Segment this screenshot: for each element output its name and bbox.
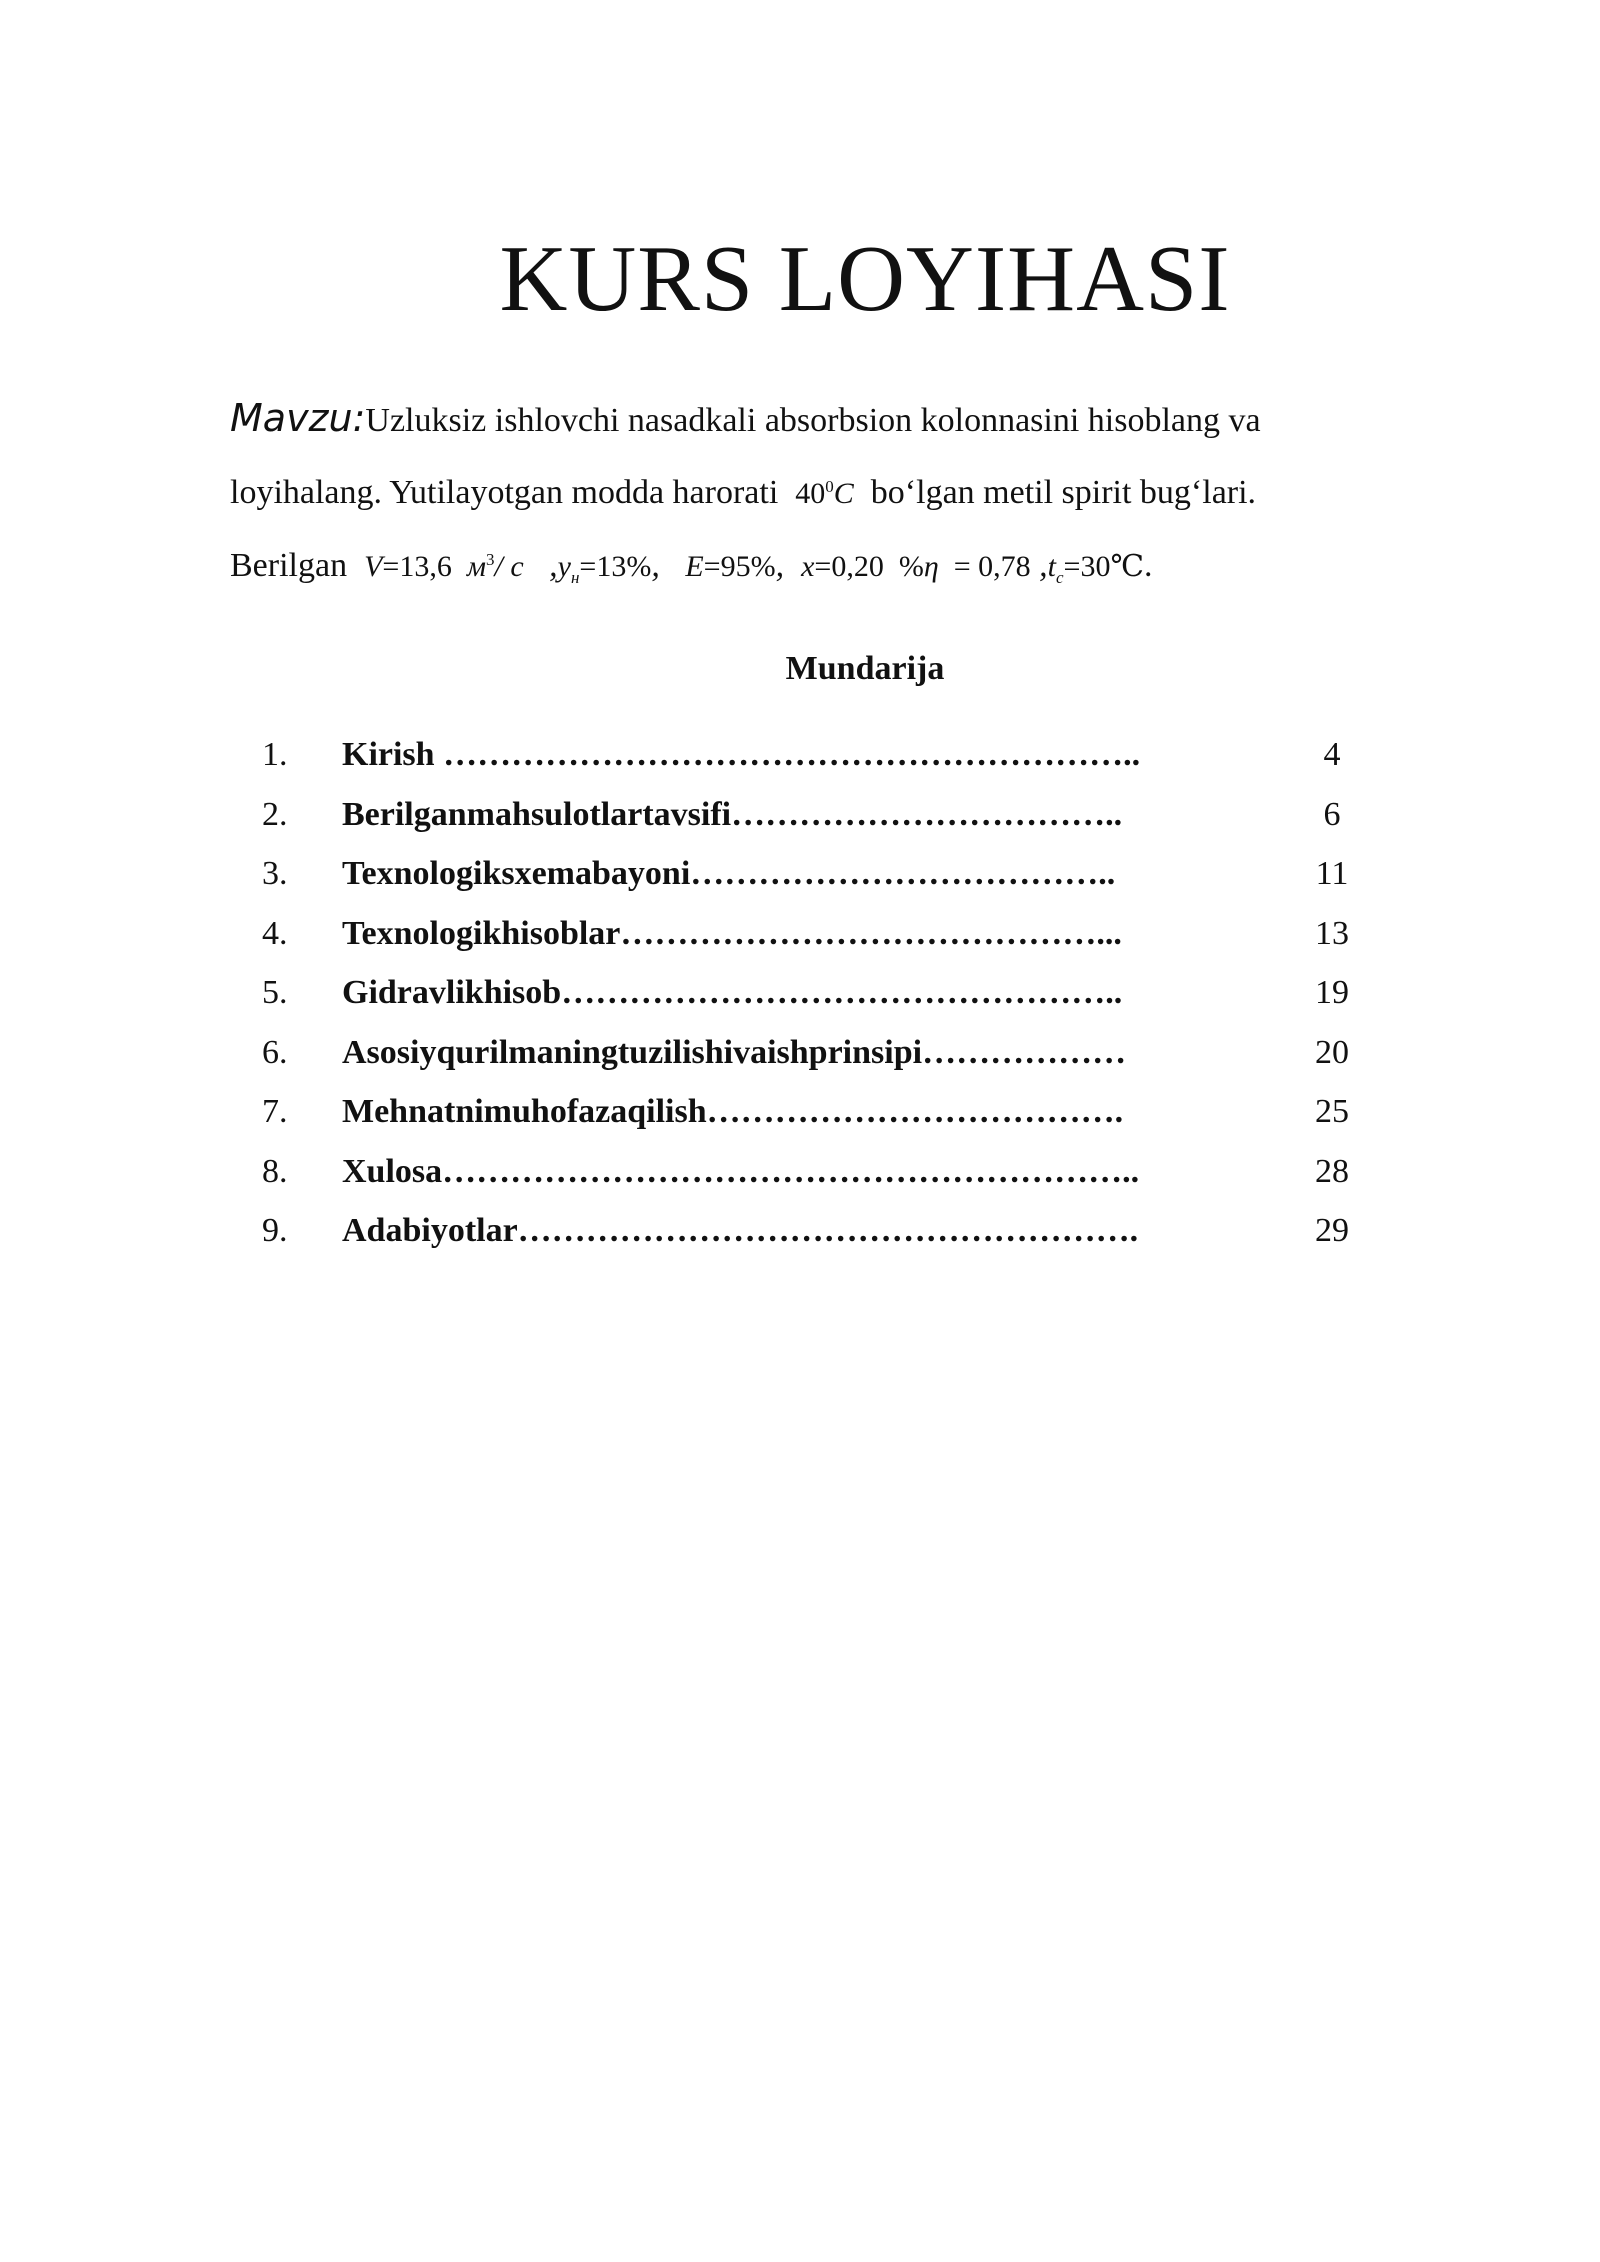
- toc-page-number: 4: [1323, 736, 1341, 773]
- e-value: =95%: [703, 550, 776, 583]
- toc-label: Adabiyotlar……………………………………………….: [342, 1212, 1139, 1249]
- temperature-formula: [795, 477, 854, 510]
- mavzu-text-3: bo‘lgan metil spirit bug‘lari.: [870, 474, 1257, 511]
- toc-item: [262, 1034, 1362, 1094]
- v-value: =13,6: [382, 550, 452, 583]
- toc-number: 4.: [262, 914, 288, 952]
- toc-item: [262, 1093, 1362, 1153]
- toc-number: 9.: [262, 1212, 288, 1249]
- mavzu-label: Mavzu:: [230, 396, 366, 440]
- toc-number: 1.: [262, 736, 288, 773]
- toc-label: Gidravlikhisob…………………………………………..: [342, 974, 1123, 1011]
- separator: ,: [775, 547, 785, 584]
- v-unit-sup: 3: [485, 550, 495, 569]
- param-x: [801, 550, 1031, 583]
- toc-page-number: 6: [1323, 795, 1341, 833]
- toc-item: [262, 974, 1362, 1034]
- intro-line-2: [230, 454, 1410, 527]
- toc-page-number: 25: [1315, 1093, 1349, 1130]
- toc-page-number: 20: [1315, 1033, 1349, 1071]
- separator: ,: [651, 547, 660, 584]
- toc-label: Texnologiksxemabayoni………………………………..: [342, 855, 1116, 892]
- percent-sign: %: [898, 550, 924, 583]
- toc-item: [262, 915, 1362, 975]
- toc-item: [262, 796, 1362, 856]
- v-symbol: V: [364, 550, 383, 583]
- separator: ,: [1039, 547, 1048, 584]
- param-e: [685, 550, 775, 583]
- yn-value: =13%: [579, 550, 652, 583]
- intro-line-3: [230, 527, 1410, 611]
- temperature-sup: 0: [825, 477, 834, 496]
- toc-label: Texnologikhisoblar……………………………………...: [342, 914, 1122, 952]
- toc-label: Asosiyqurilmaningtuzilishivaishprinsipi………………: [342, 1033, 1127, 1071]
- toc-number: 6.: [262, 1033, 288, 1071]
- mavzu-text-1: Uzluksiz ishlovchi nasadkali absorbsion kolonnasini hisoblang va: [365, 402, 1261, 439]
- eta-symbol: η: [923, 550, 939, 583]
- toc-heading: Mundarija: [785, 650, 945, 687]
- separator: ,: [549, 547, 558, 584]
- toc-label: Xulosa……………………………………………………..: [342, 1152, 1140, 1190]
- sentence-end: .: [1144, 547, 1153, 584]
- given-label: Berilgan: [230, 547, 348, 584]
- toc-page-number: 29: [1315, 1212, 1349, 1249]
- toc-item: [262, 736, 1362, 796]
- toc-label: Berilganmahsulotlartavsifi……………………………..: [342, 795, 1123, 833]
- toc-number: 8.: [262, 1152, 288, 1190]
- toc-number: 7.: [262, 1093, 288, 1130]
- toc-page-number: 19: [1315, 974, 1349, 1011]
- mavzu-text-2: loyihalang. Yutilayotgan modda harorati: [230, 474, 779, 511]
- toc-label: Kirish ……………………………………………………..: [342, 736, 1141, 773]
- toc-number: 2.: [262, 795, 288, 833]
- toc-item: [262, 1212, 1362, 1272]
- toc-item: [262, 1153, 1362, 1213]
- param-v: [364, 550, 524, 583]
- temperature-value: 40: [795, 477, 826, 510]
- x-symbol: x: [801, 550, 815, 583]
- yn-symbol: y: [557, 550, 571, 583]
- eta-value: = 0,78: [953, 550, 1031, 583]
- intro-section: [230, 385, 1410, 611]
- toc-number: 3.: [262, 855, 288, 892]
- v-unit-base: м: [466, 550, 486, 583]
- tc-sub: c: [1055, 568, 1064, 587]
- param-yn: [557, 550, 652, 587]
- v-unit-rest: / с: [494, 550, 524, 583]
- intro-line-1: [230, 385, 1410, 454]
- x-value: =0,20: [814, 550, 884, 583]
- yn-sub: н: [570, 568, 580, 587]
- toc-page-number: 11: [1315, 855, 1349, 892]
- tc-symbol: t: [1047, 550, 1056, 583]
- temperature-unit: C: [833, 477, 854, 510]
- toc-item: [262, 855, 1362, 915]
- e-symbol: E: [685, 550, 704, 583]
- table-of-contents: [262, 736, 1362, 1272]
- document-title: KURS LOYIHASI: [499, 227, 1231, 331]
- toc-number: 5.: [262, 974, 288, 1011]
- toc-page-number: 13: [1315, 914, 1349, 952]
- tc-value: =30℃: [1063, 550, 1145, 583]
- toc-page-number: 28: [1315, 1152, 1349, 1190]
- toc-label: Mehnatnimuhofazaqilish……………………………….: [342, 1093, 1124, 1130]
- param-tc: [1047, 550, 1145, 587]
